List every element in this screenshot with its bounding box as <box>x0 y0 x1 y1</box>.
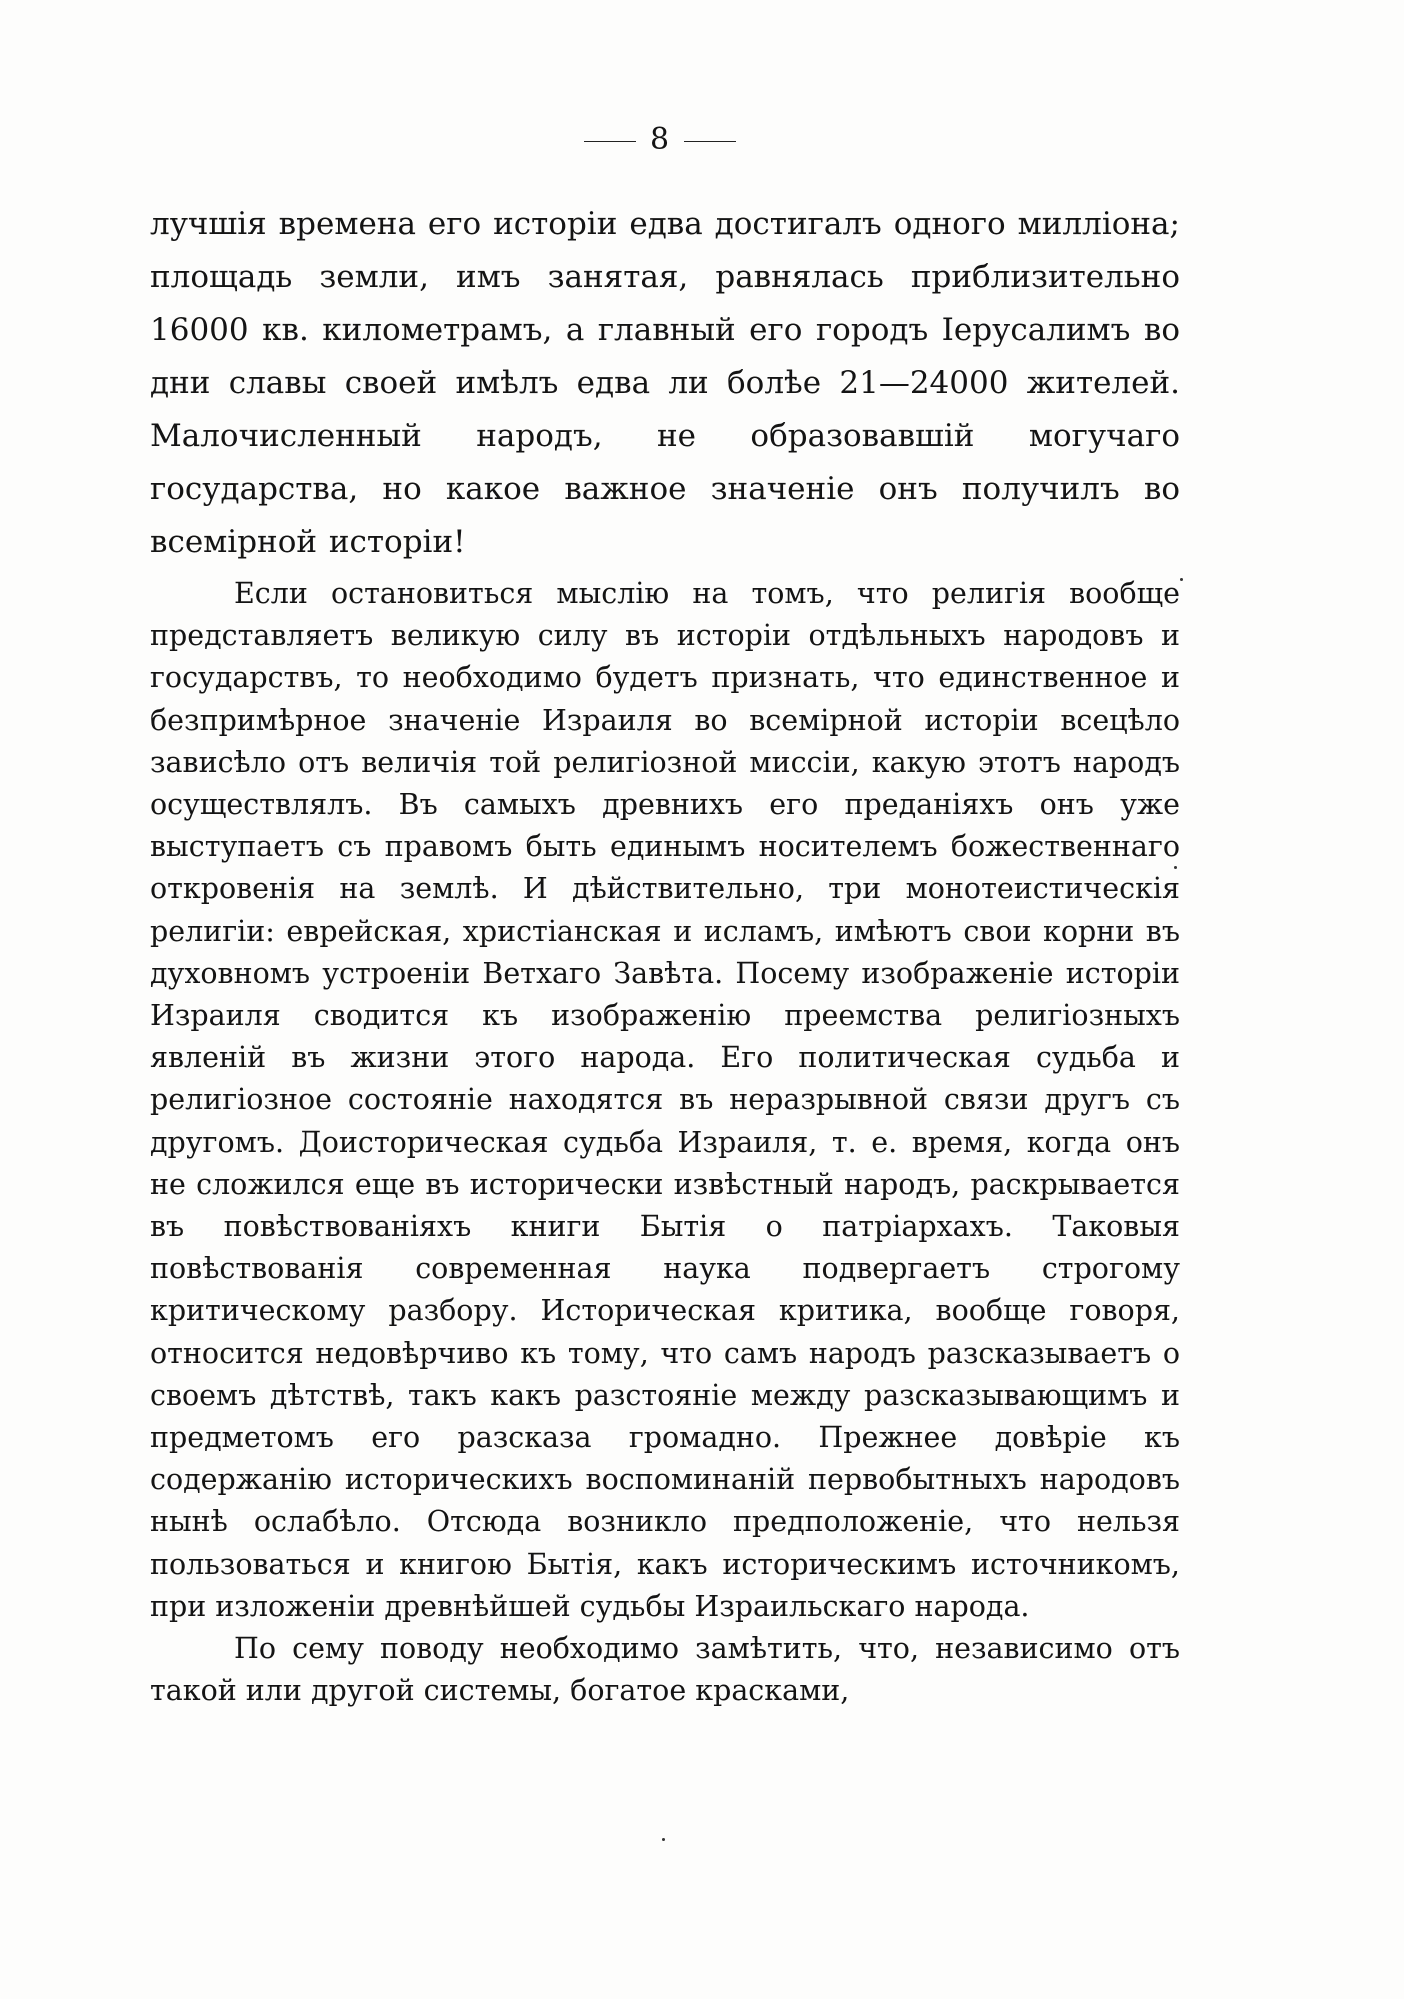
print-speck <box>1174 866 1177 869</box>
page-number: 8 <box>649 122 671 157</box>
print-speck <box>662 1838 665 1841</box>
page-number-left-dash <box>584 141 636 142</box>
paragraph-religion: Если остановиться мыслію на томъ, что религія вообще представляетъ великую силу въ исторіи отдѣльныхъ народовъ и государствъ, то необходимо будетъ признать, что единственное и безпримѣрное значеніе Израиля во всемірной исторіи всецѣло зависѣло отъ величія той религіозной миссіи, какую этотъ народъ осуществлялъ. Въ самыхъ древнихъ его преданіяхъ онъ уже выступаетъ съ правомъ быть единымъ носителемъ божественнаго откровенія на землѣ. И дѣйствительно, три монотеистическія религіи: еврейская, христіанская и исламъ, имѣютъ свои корни въ духовномъ устроеніи Ветхаго Завѣта. Посему изображеніе исторіи Израиля сводится къ изображенію преемства религіозныхъ явленій въ жизни этого народа. Его политическая судьба и религіозное состояніе находятся въ неразрывной связи другъ съ другомъ. Доисторическая судьба Израиля, т. е. время, когда онъ не сложился еще въ исторически извѣстный народъ, раскрывается въ повѣствованіяхъ книги Бытія о патріархахъ. Таковыя повѣствованія современная наука подвергаетъ строгому критическому разбору. Историческая критика, вообще говоря, относится недовѣрчиво къ тому, что самъ народъ разсказываетъ о своемъ дѣтствѣ, такъ какъ разстояніе между разсказывающимъ и предметомъ его разсказа громадно. Прежнее довѣріе къ содержанію историческихъ воспоминаній первобытныхъ народовъ нынѣ ослабѣло. Отсюда возникло предположеніе, что нельзя пользоваться и книгою Бытія, какъ историческимъ источникомъ, при изложеніи древнѣйшей судьбы Израильскаго народа. <box>150 577 1180 1623</box>
paragraph-genesis: По сему поводу необходимо замѣтить, что, независимо отъ такой или другой системы, богатое красками, <box>150 1632 1180 1708</box>
page-number-header <box>0 122 1320 157</box>
body-text <box>150 198 1180 1712</box>
continued-paragraph: лучшія времена его исторіи едва достигалъ одного милліона; площадь земли, имъ занятая, равнялась приблизительно 16000 кв. километрамъ, а главный его городъ Іерусалимъ во дни славы своей имѣлъ едва ли болѣе 21—24000 жителей. Малочисленный народъ, не образовавшій могучаго государства, но какое важное значеніе онъ получилъ во всемірной исторіи! <box>150 206 1180 560</box>
print-speck <box>1180 578 1183 581</box>
page-number-right-dash <box>684 141 736 142</box>
